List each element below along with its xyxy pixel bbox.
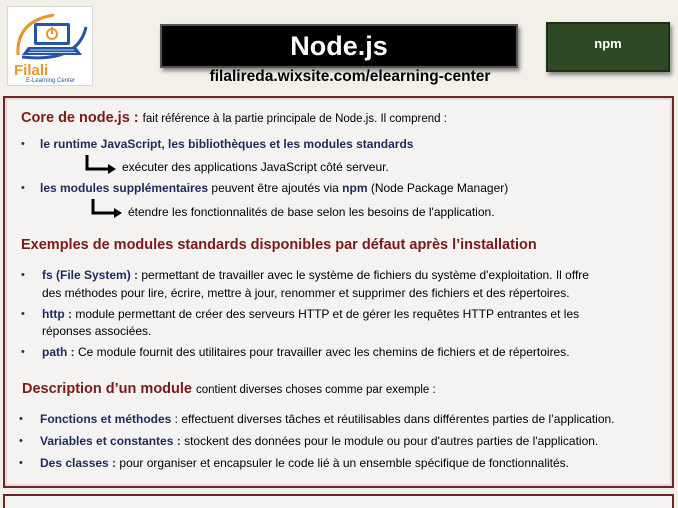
section-module-description-heading bbox=[22, 382, 436, 397]
path-text: Ce module fournit des utilitaires pour travailler avec les chemins de fichiers et de répertoires. bbox=[74, 345, 570, 359]
bullet-icon: • bbox=[21, 182, 25, 194]
core-item-modules-result: étendre les fonctionnalités de base selon les besoins de l'application. bbox=[128, 205, 495, 219]
module-description-heading-desc: contient diverses choses comme par exemple : bbox=[196, 384, 436, 396]
section-standard-modules-heading: Exemples de modules standards disponibles par défaut après l’installation bbox=[21, 237, 537, 253]
variables-text: stockent des données pour le module ou pour d'autres parties de l'application. bbox=[180, 434, 599, 448]
core-heading-desc: fait référence à la partie principale de Node.js. Il comprend : bbox=[142, 113, 447, 125]
module-desc-classes bbox=[40, 456, 569, 470]
title-banner bbox=[160, 24, 518, 68]
module-desc-functions bbox=[40, 412, 615, 426]
http-module-line2: réponses associées. bbox=[42, 324, 152, 338]
modules-npm-text: npm bbox=[342, 181, 368, 195]
logo-name: Filali bbox=[14, 62, 49, 79]
page-title: Node.js bbox=[290, 30, 388, 61]
modules-mid-text: peuvent être ajoutés via bbox=[208, 181, 343, 195]
http-text: module permettant de créer des serveurs HTTP et de gérer les requêtes HTTP entrantes et les bbox=[71, 307, 580, 321]
fs-text: permettant de travailler avec le système de fichiers du système d'exploitation. Il offre bbox=[138, 268, 589, 282]
modules-bold-text: les modules supplémentaires bbox=[40, 181, 209, 195]
bullet-icon: • bbox=[19, 435, 23, 447]
fs-label: fs (File System) : bbox=[42, 268, 139, 282]
fs-module-line1 bbox=[42, 268, 589, 282]
http-label: http : bbox=[42, 307, 72, 321]
next-panel-edge bbox=[3, 494, 674, 508]
bullet-icon: • bbox=[21, 269, 25, 281]
module-desc-variables bbox=[40, 434, 598, 448]
variables-label: Variables et constantes : bbox=[40, 434, 181, 448]
classes-text: pour organiser et encapsuler le code lié à un ensemble spécifique de fonctionnalités. bbox=[116, 456, 570, 470]
filali-logo bbox=[7, 6, 93, 86]
fs-module-line2: des méthodes pour lire, écrire, mettre à jour, renommer et supprimer des fichiers et des répertoires. bbox=[42, 286, 570, 300]
core-item-modules bbox=[40, 181, 508, 195]
modules-end-text: (Node Package Manager) bbox=[367, 181, 509, 195]
bullet-icon: • bbox=[21, 346, 25, 358]
classes-label: Des classes : bbox=[40, 456, 117, 470]
runtime-text: le runtime JavaScript, les bibliothèques et les modules standards bbox=[40, 137, 414, 151]
functions-label: Fonctions et méthodes bbox=[40, 412, 172, 426]
arrow-right-icon bbox=[90, 198, 124, 218]
path-module-line bbox=[42, 345, 570, 359]
section-core-heading bbox=[21, 111, 447, 126]
bullet-icon: • bbox=[21, 308, 25, 320]
core-item-runtime bbox=[40, 137, 413, 151]
npm-button-label: npm bbox=[594, 36, 622, 51]
arrow-right-icon bbox=[84, 154, 118, 174]
bullet-icon: • bbox=[21, 138, 25, 150]
npm-button[interactable] bbox=[546, 22, 670, 72]
functions-text: : effectuent diverses tâches et réutilisables dans différentes parties de l’application. bbox=[171, 412, 615, 426]
path-label: path : bbox=[42, 345, 75, 359]
http-module-line1 bbox=[42, 307, 579, 321]
logo-subtitle: E-Learning Center bbox=[26, 78, 76, 84]
core-item-runtime-result: exécuter des applications JavaScript côté serveur. bbox=[122, 160, 389, 174]
header bbox=[0, 0, 678, 92]
core-heading-label: Core de node.js : bbox=[21, 110, 139, 126]
bullet-icon: • bbox=[19, 457, 23, 469]
site-url: filalireda.wixsite.com/elearning-center bbox=[209, 68, 491, 85]
bullet-icon: • bbox=[19, 413, 23, 425]
module-description-heading-label: Description d’un module bbox=[22, 381, 192, 397]
